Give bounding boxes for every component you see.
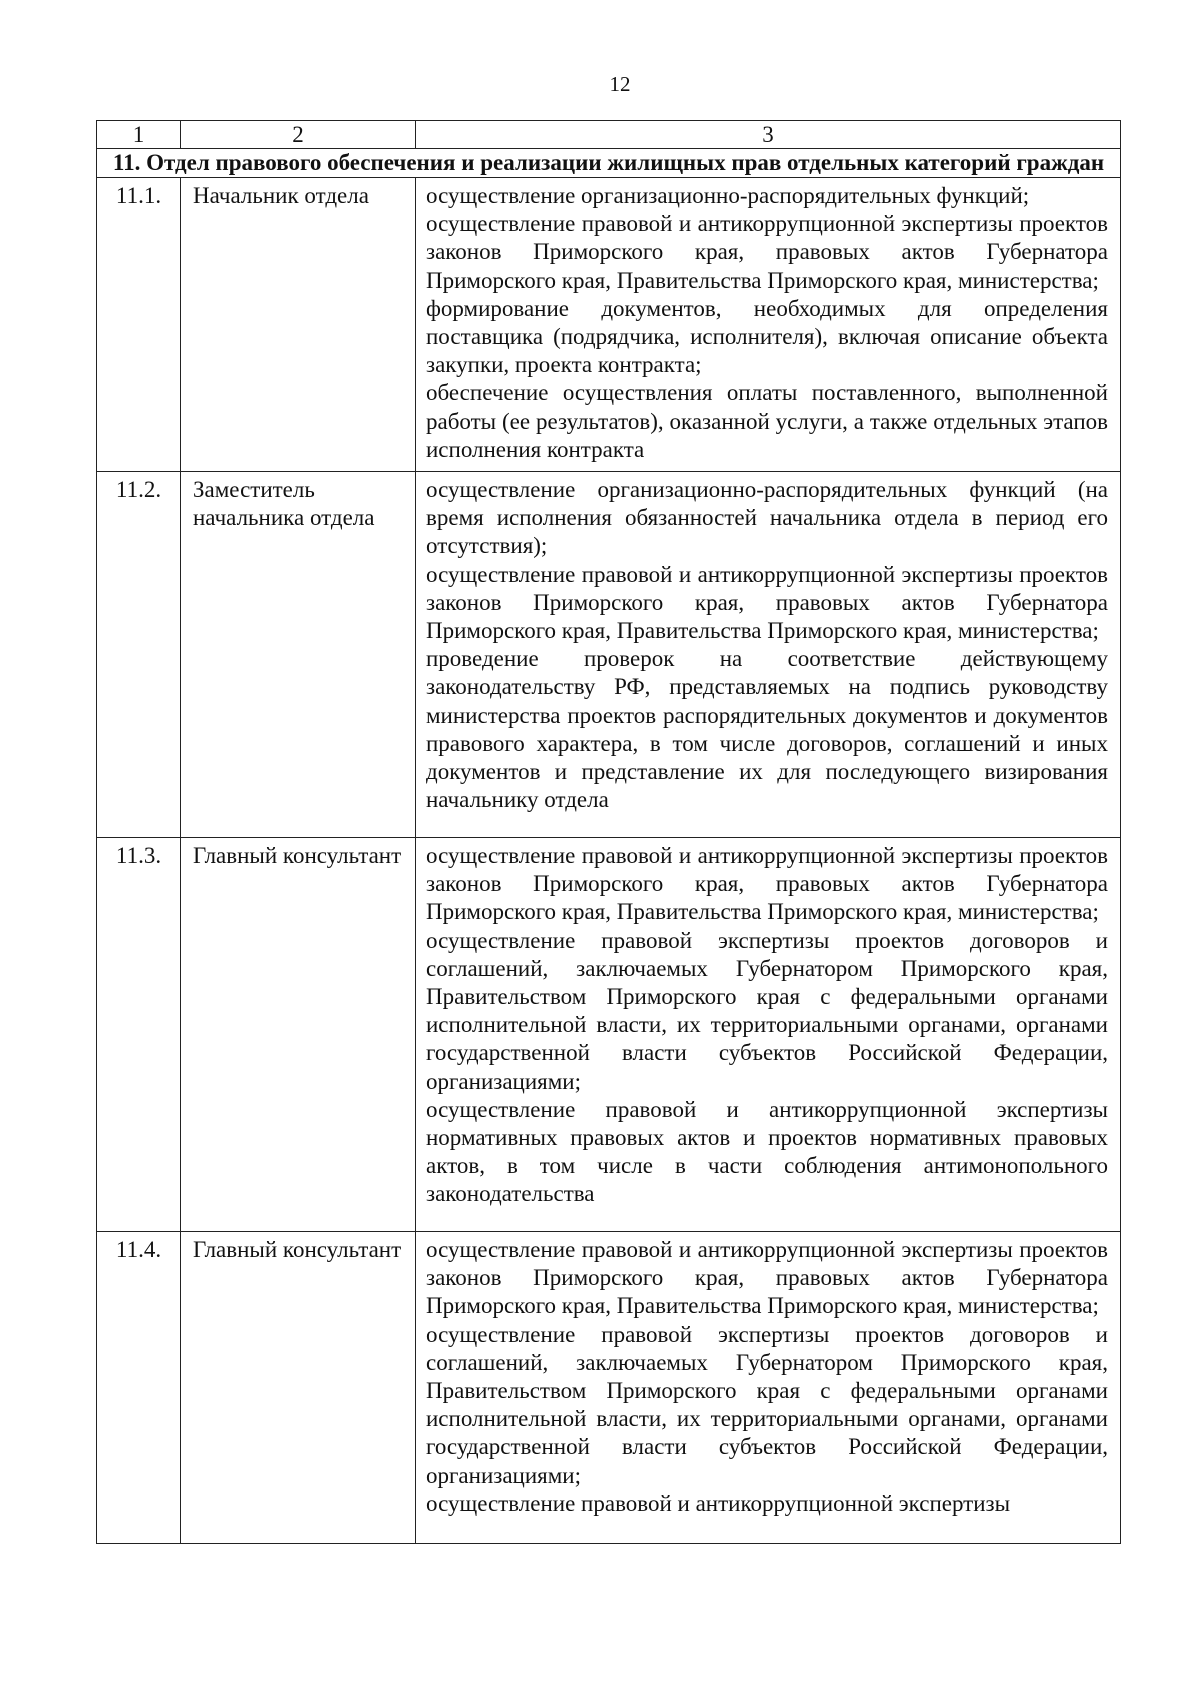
page-number: 12 <box>609 72 631 96</box>
duties-cell <box>416 1232 1121 1544</box>
table-row <box>97 178 1121 472</box>
position-title: Начальник отдела <box>181 178 416 472</box>
duty-item: осуществление организационно-распорядительных функций; <box>426 183 1030 208</box>
section-row <box>97 149 1121 178</box>
row-number: 11.1. <box>97 178 181 472</box>
duty-item: обеспечение осуществления оплаты поставленного, выполненной работы (ее результатов), оказанной услуги, а также отдельных этапов исполнения контракта <box>426 380 1108 462</box>
duty-item: осуществление правовой и антикоррупционной экспертизы проектов законов Приморского края, правовых актов Губернатора Приморского края, Правительства Приморского края, министерства; <box>426 561 1108 644</box>
column-header-3: 3 <box>416 121 1121 149</box>
duty-item: осуществление правовой и антикоррупционной экспертизы проектов законов Приморского края, правовых актов Губернатора Приморского края, Правительства Приморского края, министерства; <box>426 211 1108 293</box>
position-title: Главный консультант <box>181 1232 416 1544</box>
position-title: Заместитель начальника отдела <box>181 472 416 838</box>
row-number: 11.2. <box>97 472 181 838</box>
duties-cell <box>416 838 1121 1232</box>
duty-item: осуществление правовой и антикоррупционной экспертизы <box>426 1490 1011 1516</box>
table-row <box>97 838 1121 1232</box>
column-header-2: 2 <box>181 121 416 149</box>
position-title: Главный консультант <box>181 838 416 1232</box>
duties-cell <box>416 472 1121 838</box>
duty-item: проведение проверок на соответствие действующему законодательству РФ, представляемых на подпись руководству министерства проектов распорядительных документов и документов правового характера, в том числе договоров, соглашений и иных документов и представление их для последующего визирования начальнику отдела <box>426 646 1108 813</box>
row-number: 11.3. <box>97 838 181 1232</box>
duty-item: осуществление правовой и антикоррупционной экспертизы проектов законов Приморского края, правовых актов Губернатора Приморского края, Правительства Приморского края, министерства; <box>426 843 1108 925</box>
column-header-1: 1 <box>97 121 181 149</box>
duty-item: осуществление правовой экспертизы проектов договоров и соглашений, заключаемых Губернатором Приморского края, Правительством Приморского края с федеральными органами исполнительной власти, их территориальными органами, органами государственной власти субъектов Российской Федерации, организациями; <box>426 1321 1108 1488</box>
table-row <box>97 1232 1121 1544</box>
column-header-row <box>97 121 1121 149</box>
duty-item: осуществление правовой и антикоррупционной экспертизы проектов законов Приморского края, правовых актов Губернатора Приморского края, Правительства Приморского края, министерства; <box>426 1237 1108 1319</box>
duty-item: осуществление правовой и антикоррупционной экспертизы нормативных правовых актов и проектов нормативных правовых актов, в том числе в части соблюдения антимонопольного законодательства <box>426 1096 1108 1207</box>
duty-item: осуществление правовой экспертизы проектов договоров и соглашений, заключаемых Губернатором Приморского края, Правительством Приморского края с федеральными органами исполнительной власти, их территориальными органами, органами государственной власти субъектов Российской Федерации, организациями; <box>426 927 1108 1094</box>
duty-item: формирование документов, необходимых для определения поставщика (подрядчика, исполнителя), включая описание объекта закупки, проекта контракта; <box>426 295 1108 378</box>
duty-item: осуществление организационно-распорядительных функций (на время исполнения обязанностей начальника отдела в период его отсутствия); <box>426 477 1108 559</box>
section-title: 11. Отдел правового обеспечения и реализации жилищных прав отдельных категорий граждан <box>97 149 1121 178</box>
table-row <box>97 472 1121 838</box>
duties-table <box>96 120 1121 1544</box>
row-number: 11.4. <box>97 1232 181 1544</box>
duties-cell <box>416 178 1121 472</box>
